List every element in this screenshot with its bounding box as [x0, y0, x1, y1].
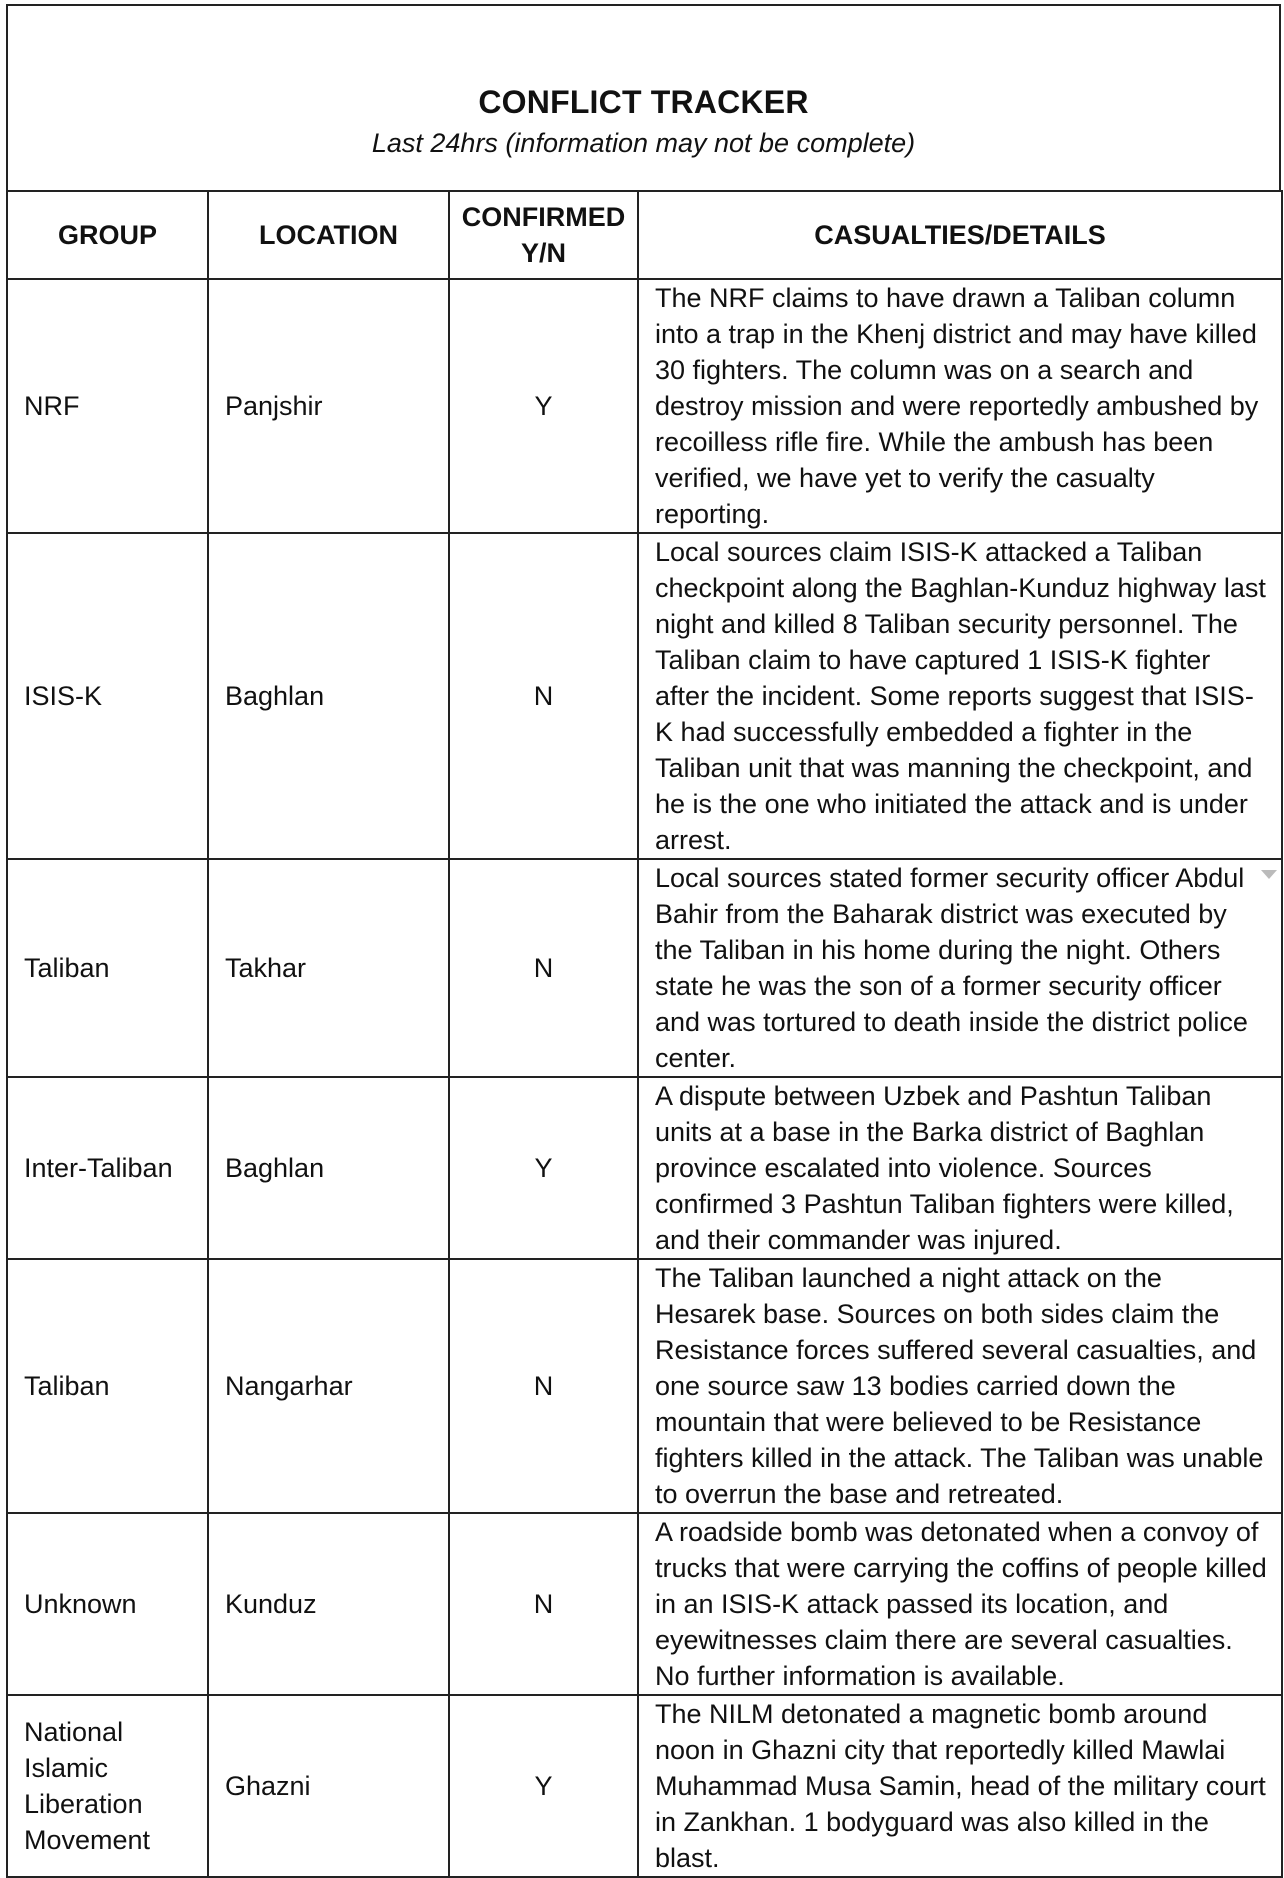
conflict-table: [6, 190, 1283, 1878]
location-cell: Ghazni: [208, 1695, 449, 1877]
confirmed-cell: N: [449, 533, 638, 859]
column-header-details: CASUALTIES/DETAILS: [638, 191, 1282, 279]
confirmed-cell: N: [449, 859, 638, 1077]
location-cell: Nangarhar: [208, 1259, 449, 1513]
details-text: Local sources stated former security officer Abdul Bahir from the Baharak district was executed by the Taliban in his home during the night. Others state he was the son of a former security officer and was tortured to death inside the district police center.: [655, 863, 1248, 1073]
group-cell: Unknown: [7, 1513, 208, 1695]
column-header-group: GROUP: [7, 191, 208, 279]
details-cell: A roadside bomb was detonated when a convoy of trucks that were carrying the coffins of people killed in an ISIS-K attack passed its location, and eyewitnesses claim there are several casualties. No further information is available.: [638, 1513, 1282, 1695]
confirmed-cell: Y: [449, 1077, 638, 1259]
column-header-confirmed-line1: CONFIRMED: [461, 202, 626, 232]
details-cell: The NILM detonated a magnetic bomb around noon in Ghazni city that reportedly killed Mawlai Muhammad Musa Samin, head of the military court in Zankhan. 1 bodyguard was also killed in the blast.: [638, 1695, 1282, 1877]
table-header-row: [7, 191, 1282, 279]
confirmed-cell: Y: [449, 279, 638, 533]
group-cell: Inter-Taliban: [7, 1077, 208, 1259]
page-subtitle: Last 24hrs (information may not be complete): [371, 128, 916, 158]
group-cell: ISIS-K: [7, 533, 208, 859]
column-header-confirmed: [449, 191, 638, 279]
group-cell: NRF: [7, 279, 208, 533]
location-cell: Baghlan: [208, 1077, 449, 1259]
details-cell: A dispute between Uzbek and Pashtun Taliban units at a base in the Barka district of Baghlan province escalated into violence. Sources confirmed 3 Pashtun Taliban fighters were killed, and their commander was injured.: [638, 1077, 1282, 1259]
table-row: [7, 533, 1282, 859]
details-cell: The NRF claims to have drawn a Taliban column into a trap in the Khenj district and may have killed 30 fighters. The column was on a search and destroy mission and were reportedly ambushed by recoilless rifle fire. While the ambush has been verified, we have yet to verify the casualty reporting.: [638, 279, 1282, 533]
table-row: [7, 1513, 1282, 1695]
table-row: [7, 1259, 1282, 1513]
column-header-confirmed-line2: Y/N: [520, 238, 566, 268]
group-cell: National Islamic Liberation Movement: [7, 1695, 208, 1877]
confirmed-cell: Y: [449, 1695, 638, 1877]
tracker-header: [6, 4, 1281, 190]
location-cell: Panjshir: [208, 279, 449, 533]
table-row: [7, 279, 1282, 533]
location-cell: Takhar: [208, 859, 449, 1077]
details-cell: [638, 859, 1282, 1077]
table-row: [7, 1077, 1282, 1259]
details-cell: Local sources claim ISIS-K attacked a Taliban checkpoint along the Baghlan-Kunduz highway last night and killed 8 Taliban security personnel. The Taliban claim to have captured 1 ISIS-K fighter after the incident. Some reports suggest that ISIS-K had successfully embedded a fighter in the Taliban unit that was manning the checkpoint, and he is the one who initiated the attack and is under arrest.: [638, 533, 1282, 859]
group-cell: Taliban: [7, 859, 208, 1077]
column-header-location: LOCATION: [208, 191, 449, 279]
confirmed-cell: N: [449, 1513, 638, 1695]
confirmed-cell: N: [449, 1259, 638, 1513]
location-cell: Kunduz: [208, 1513, 449, 1695]
conflict-tracker: [6, 4, 1284, 1872]
table-row: [7, 859, 1282, 1077]
table-row: [7, 1695, 1282, 1877]
details-cell: The Taliban launched a night attack on the Hesarek base. Sources on both sides claim the Resistance forces suffered several casualties, and one source saw 13 bodies carried down the mountain that were believed to be Resistance fighters killed in the attack. The Taliban was unable to overrun the base and retreated.: [638, 1259, 1282, 1513]
group-cell: Taliban: [7, 1259, 208, 1513]
location-cell: Baghlan: [208, 533, 449, 859]
page-title: CONFLICT TRACKER: [478, 84, 809, 120]
dropdown-arrow-icon[interactable]: [1261, 870, 1277, 879]
